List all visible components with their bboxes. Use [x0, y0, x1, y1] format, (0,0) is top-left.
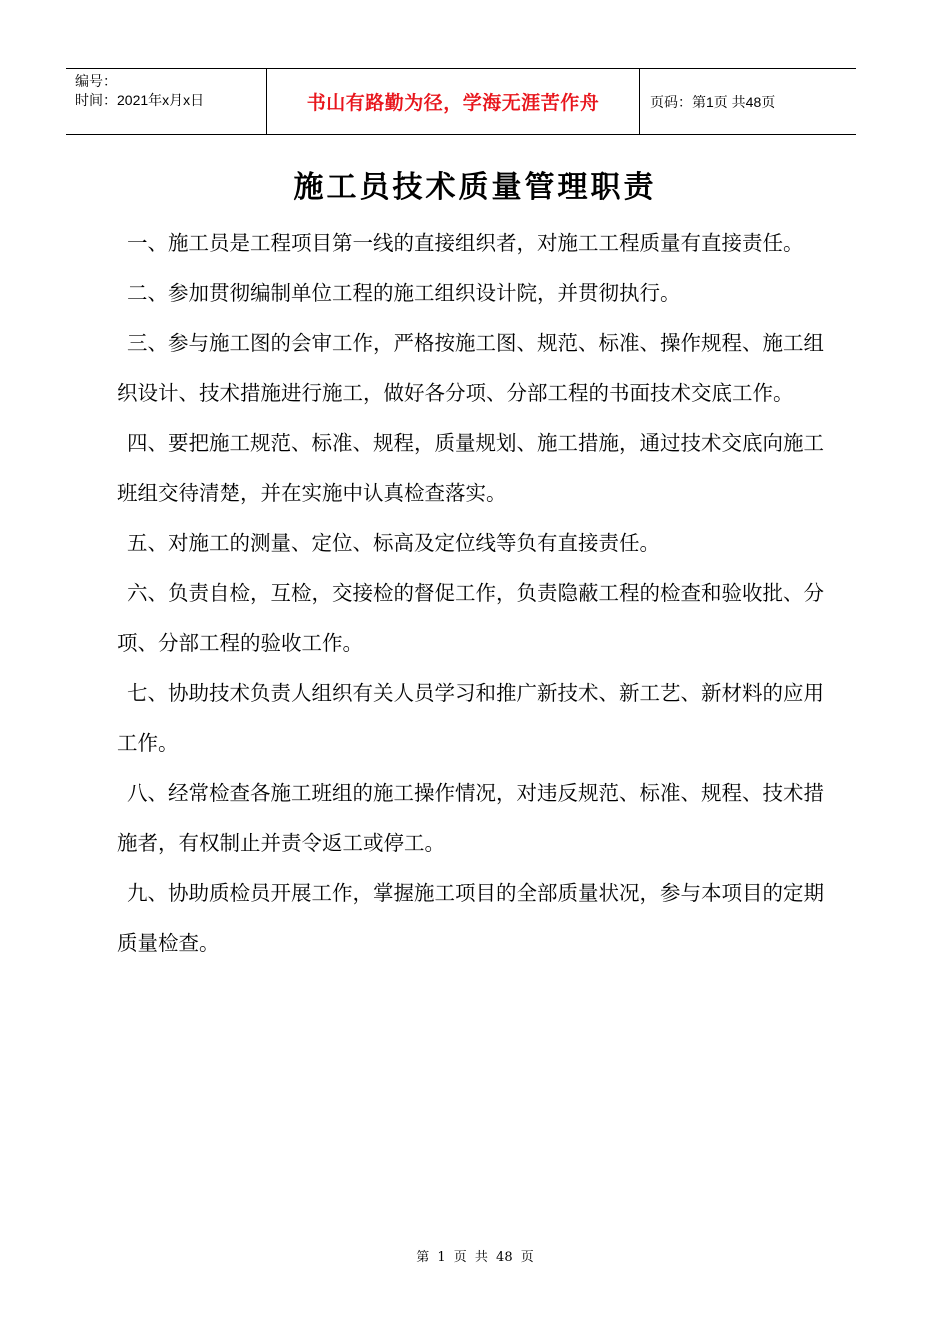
paragraph-5: 五、对施工的测量、定位、标高及定位线等负有直接责任。 — [127, 531, 660, 555]
paragraph-7: 七、协助技术负责人组织有关人员学习和推广新技术、新工艺、新材料的应用工作。 — [117, 681, 824, 755]
header-table — [66, 68, 856, 135]
header-meta-cell — [66, 69, 267, 134]
page-footer: 第 1 页 共 48 页 — [416, 1250, 534, 1265]
header-page-info: 页码：第1页 共48页 — [650, 93, 776, 110]
document-body — [117, 218, 837, 968]
document-title: 施工员技术质量管理职责 — [293, 170, 657, 205]
paragraph-4: 四、要把施工规范、标准、规程，质量规划、施工措施，通过技术交底向施工班组交待清楚，并在实施中认真检查落实。 — [117, 431, 824, 505]
header-page-cell — [640, 69, 856, 134]
paragraph-1: 一、施工员是工程项目第一线的直接组织者，对施工工程质量有直接责任。 — [127, 231, 804, 255]
motto-text: 书山有路勤为径，学海无涯苦作舟 — [306, 92, 600, 114]
paragraph-6: 六、负责自检，互检，交接检的督促工作，负责隐蔽工程的检查和验收批、分项、分部工程的验收工作。 — [117, 581, 824, 655]
paragraph-2: 二、参加贯彻编制单位工程的施工组织设计院，并贯彻执行。 — [127, 281, 681, 305]
header-motto-cell — [267, 69, 640, 134]
document-number-label: 编号： — [75, 73, 117, 89]
document-time-label: 时间：2021年x月x日 — [75, 92, 205, 108]
paragraph-9: 九、协助质检员开展工作，掌握施工项目的全部质量状况，参与本项目的定期质量检查。 — [117, 881, 824, 955]
paragraph-8: 八、经常检查各施工班组的施工操作情况，对违反规范、标准、规程、技术措施者，有权制止并责令返工或停工。 — [117, 781, 824, 855]
paragraph-3: 三、参与施工图的会审工作，严格按施工图、规范、标准、操作规程、施工组织设计、技术措施进行施工，做好各分项、分部工程的书面技术交底工作。 — [117, 331, 824, 405]
